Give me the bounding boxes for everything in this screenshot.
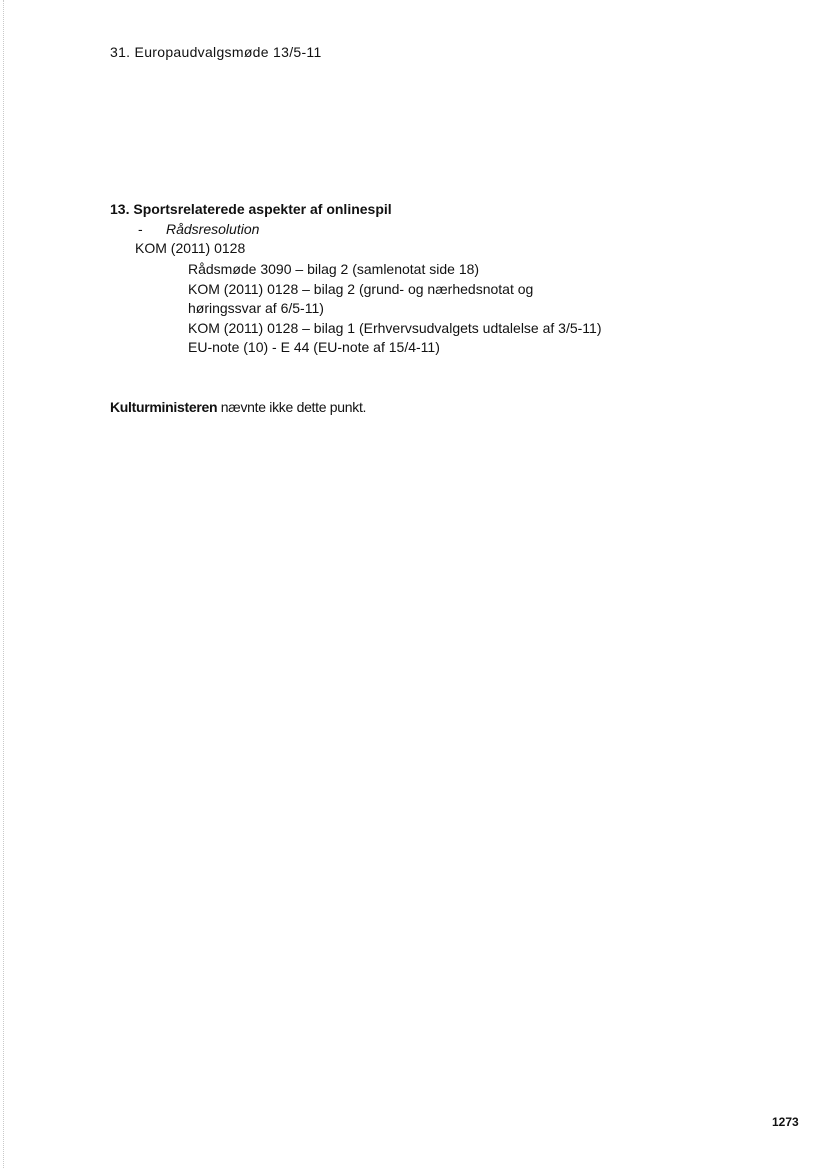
page-number: 1273 [772, 1115, 799, 1129]
subtitle-dash: - [138, 221, 143, 237]
document-item: Rådsmøde 3090 – bilag 2 (samlenotat side 18) [188, 261, 480, 277]
agenda-item-reference: KOM (2011) 0128 [135, 240, 246, 256]
subtitle-text: Rådsresolution [166, 221, 260, 237]
agenda-item-title: 13. Sportsrelaterede aspekter af onlinespil [110, 201, 392, 217]
document-list [188, 260, 608, 358]
document-item: KOM (2011) 0128 – bilag 1 (Erhvervsudvalgets udtalelse af 3/5-11) [188, 319, 602, 336]
page-edge-rule [3, 0, 4, 1168]
agenda-item-subtitle [138, 221, 259, 237]
note-speaker: Kulturministeren [110, 399, 218, 415]
meeting-header: 31. Europaudvalgsmøde 13/5-11 [110, 44, 322, 60]
document-item: EU-note (10) - E 44 (EU-note af 15/4-11) [188, 339, 440, 356]
note-text: nævnte ikke dette punkt. [217, 399, 367, 415]
minister-note [110, 399, 366, 415]
document-item: KOM (2011) 0128 – bilag 2 (grund- og nærhedsnotat og høringssvar af 6/5-11) [188, 280, 534, 317]
